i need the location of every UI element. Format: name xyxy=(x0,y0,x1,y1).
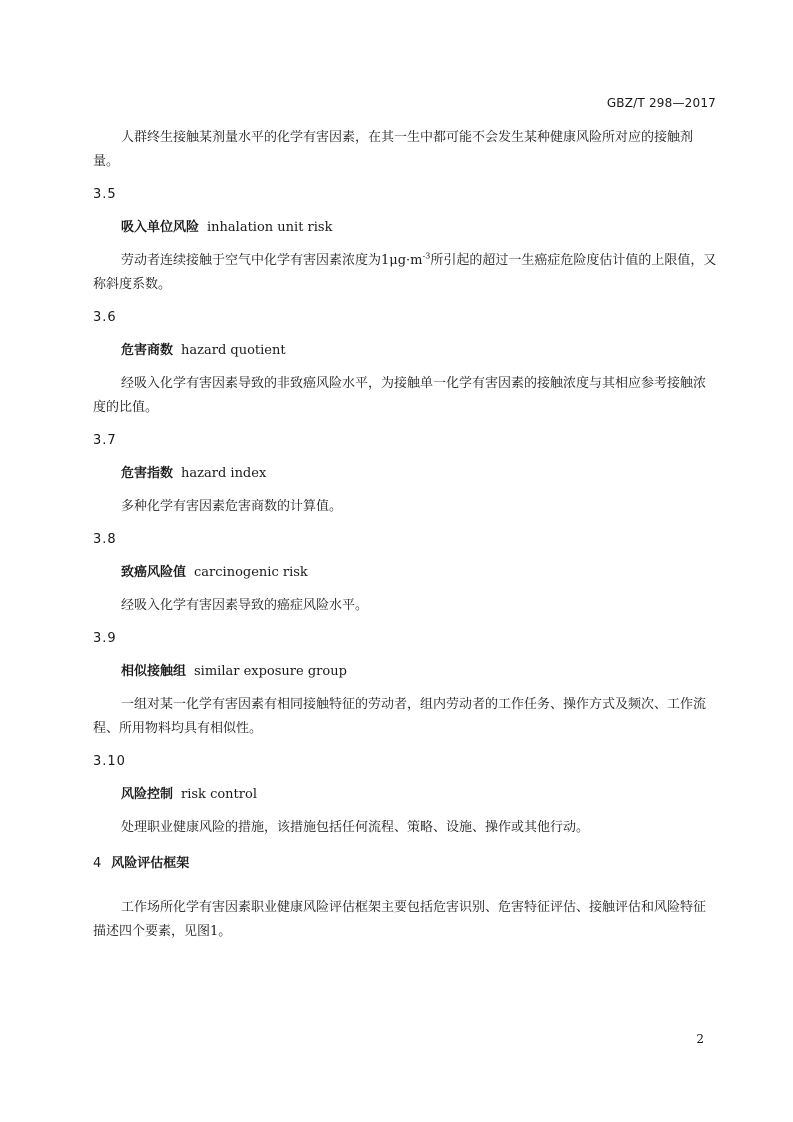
definition-text: 所引起的超过一生癌症危险度估计值的上限值，又称斜度系数。 xyxy=(93,253,717,292)
term-zh: 危害商数 xyxy=(121,343,174,358)
superscript: -3 xyxy=(422,251,431,261)
section-heading xyxy=(93,852,718,876)
term-title xyxy=(93,783,718,807)
section-title: 风险评估框架 xyxy=(111,856,190,871)
term-en: risk control xyxy=(181,787,257,802)
page-content xyxy=(93,126,718,944)
term-en: similar exposure group xyxy=(194,664,347,679)
term-number: 3.8 xyxy=(93,532,117,547)
term-number: 3.6 xyxy=(93,310,117,325)
term-number: 3.5 xyxy=(93,187,117,202)
term-number: 3.9 xyxy=(93,631,117,646)
term-en: carcinogenic risk xyxy=(194,565,308,580)
term-zh: 吸入单位风险 xyxy=(121,220,200,235)
intro-definition: 人群终生接触某剂量水平的化学有害因素，在其一生中都可能不会发生某种健康风险所对应的接触剂量。 xyxy=(93,130,694,169)
definition-text: 劳动者连续接触于空气中化学有害因素浓度为1μg·m xyxy=(121,253,423,268)
term-title xyxy=(93,660,718,684)
section-paragraph: 工作场所化学有害因素职业健康风险评估框架主要包括危害识别、危害特征评估、接触评估和风险特征描述四个要素，见图1。 xyxy=(93,900,707,939)
term-zh: 危害指数 xyxy=(121,466,174,481)
page-number: 2 xyxy=(696,1032,704,1046)
term-en: hazard quotient xyxy=(181,343,286,358)
term-zh: 致癌风险值 xyxy=(121,565,187,580)
section-number: 4 xyxy=(93,856,102,871)
term-definition: 一组对某一化学有害因素有相同接触特征的劳动者，组内劳动者的工作任务、操作方式及频次、工作流程、所用物料均具有相似性。 xyxy=(93,697,707,736)
document-code: GBZ/T 298—2017 xyxy=(606,96,716,110)
term-definition: 经吸入化学有害因素导致的非致癌风险水平，为接触单一化学有害因素的接触浓度与其相应参考接触浓度的比值。 xyxy=(93,376,707,415)
term-title xyxy=(93,462,718,486)
term-title xyxy=(93,339,718,363)
term-definition: 经吸入化学有害因素导致的癌症风险水平。 xyxy=(121,598,369,613)
term-number: 3.7 xyxy=(93,433,117,448)
term-definition: 多种化学有害因素危害商数的计算值。 xyxy=(121,499,343,514)
term-definition xyxy=(93,249,718,297)
term-en: inhalation unit risk xyxy=(207,220,333,235)
term-number: 3.10 xyxy=(93,754,126,769)
term-en: hazard index xyxy=(181,466,267,481)
term-zh: 相似接触组 xyxy=(121,664,187,679)
term-definition: 处理职业健康风险的措施，该措施包括任何流程、策略、设施、操作或其他行动。 xyxy=(121,820,590,835)
term-title xyxy=(93,561,718,585)
term-zh: 风险控制 xyxy=(121,787,174,802)
term-title xyxy=(93,216,718,240)
